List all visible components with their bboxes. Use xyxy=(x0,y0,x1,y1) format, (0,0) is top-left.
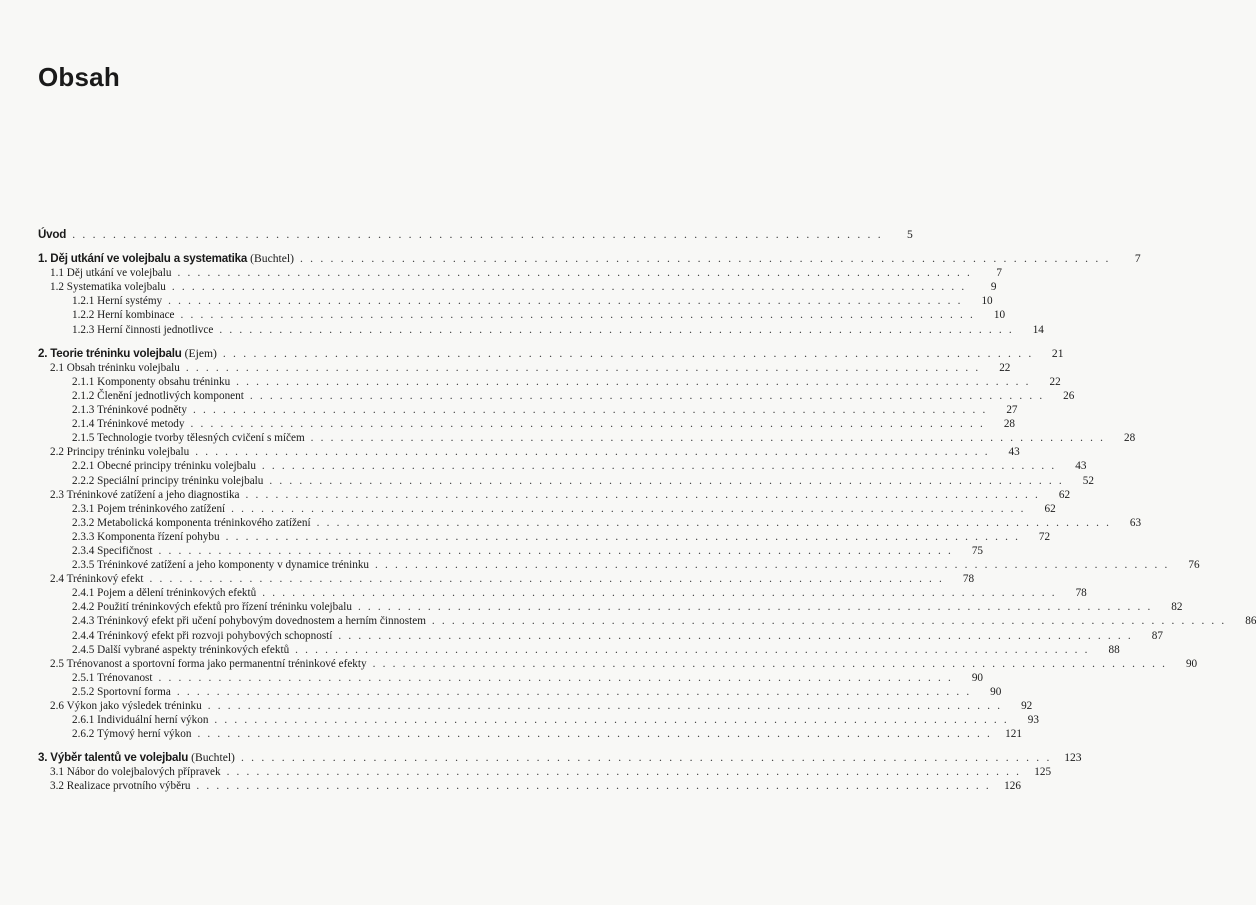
toc-entry[interactable] xyxy=(38,699,1033,713)
dot-leader: . . . . . . . . . . . . . . . . . . . . . . . . . . . . . . . . . . . . . . . . . . . . . . . . . . . . . . . . . . . . . . . . . . . . . . . . . . . . . . . . xyxy=(357,601,1153,614)
dot-leader: . . . . . . . . . . . . . . . . . . . . . . . . . . . . . . . . . . . . . . . . . . . . . . . . . . . . . . . . . . . . . . . . . . . . . . . . . . . . . . . . xyxy=(269,474,1064,487)
dot-leader: . . . . . . . . . . . . . . . . . . . . . . . . . . . . . . . . . . . . . . . . . . . . . . . . . . . . . . . . . . . . . . . . . . . . . . . . . . . . . . . . xyxy=(299,252,1111,266)
toc-entry[interactable] xyxy=(38,614,1256,628)
toc-page-number: 43 xyxy=(1008,446,1020,459)
toc-page-number: 9 xyxy=(990,281,997,294)
toc-page-number: 72 xyxy=(1038,530,1051,543)
toc-entry-title: 2.1.2 Členění jednotlivých komponent xyxy=(72,389,244,402)
dot-leader: . . . . . . . . . . . . . . . . . . . . . . . . . . . . . . . . . . . . . . . . . . . . . . . . . . . . . . . . . . . . . . . . . . . . . . . . . . . . . . . . xyxy=(149,573,945,586)
toc-entry[interactable] xyxy=(38,361,1011,375)
toc-entry-title: 1.2 Systematika volejbalu xyxy=(50,281,166,294)
dot-leader: . . . . . . . . . . . . . . . . . . . . . . . . . . . . . . . . . . . . . . . . . . . . . . . . . . . . . . . . . . . . . . . . . . . . . . . . . . . . . . . . xyxy=(431,615,1227,628)
toc-chapter-entry[interactable] xyxy=(38,346,1064,361)
toc-entry[interactable] xyxy=(38,727,1022,741)
dot-leader: . . . . . . . . . . . . . . . . . . . . . . . . . . . . . . . . . . . . . . . . . . . . . . . . . . . . . . . . . . . . . . . . . . . . . . . . . . . . . . . . xyxy=(240,751,1052,765)
dot-leader: . . . . . . . . . . . . . . . . . . . . . . . . . . . . . . . . . . . . . . . . . . . . . . . . . . . . . . . . . . . . . . . . . . . . . . . . . . . . . . . . xyxy=(375,559,1170,572)
toc-entry[interactable] xyxy=(38,671,984,685)
dot-leader: . . . . . . . . . . . . . . . . . . . . . . . . . . . . . . . . . . . . . . . . . . . . . . . . . . . . . . . . . . . . . . . . . . . . . . . . . . . . . . . . xyxy=(192,404,988,417)
toc-entry[interactable] xyxy=(38,389,1075,403)
toc-page-number: 7 xyxy=(1134,252,1141,266)
toc-page-number: 126 xyxy=(1004,780,1021,793)
toc-chapter-entry[interactable] xyxy=(38,252,1141,266)
table-of-contents xyxy=(38,228,1256,794)
toc-page-number: 21 xyxy=(1051,346,1064,360)
toc-entry-title: 2.1.1 Komponenty obsahu tréninku xyxy=(72,375,231,388)
dot-leader: . . . . . . . . . . . . . . . . . . . . . . . . . . . . . . . . . . . . . . . . . . . . . . . . . . . . . . . . . . . . . . . . . . . . . . . . . . . . . . . . xyxy=(316,516,1112,529)
toc-entry-title: 2.1.4 Tréninkové metody xyxy=(72,418,185,431)
toc-entry[interactable] xyxy=(38,459,1087,473)
dot-leader: . . . . . . . . . . . . . . . . . . . . . . . . . . . . . . . . . . . . . . . . . . . . . . . . . . . . . . . . . . . . . . . . . . . . . . . . . . . . . . . . xyxy=(219,323,1014,336)
toc-page-number: 86 xyxy=(1245,615,1256,628)
toc-entry[interactable] xyxy=(38,308,1006,322)
toc-entry-title: 2.3.3 Komponenta řízení pohybu xyxy=(72,530,220,543)
toc-page-number: 76 xyxy=(1188,559,1200,572)
toc-entry-title: 2.3.5 Tréninkové zatížení a jeho komponenty v dynamice tréninku xyxy=(72,559,370,572)
toc-entry-author: (Buchtel) xyxy=(191,751,235,765)
toc-entry-title: 1.2.2 Herní kombinace xyxy=(72,309,175,322)
toc-entry-title: 3.2 Realizace prvotního výběru xyxy=(50,780,191,793)
dot-leader: . . . . . . . . . . . . . . . . . . . . . . . . . . . . . . . . . . . . . . . . . . . . . . . . . . . . . . . . . . . . . . . . . . . . . . . . . . . . . . . . xyxy=(226,766,1022,779)
dot-leader: . . . . . . . . . . . . . . . . . . . . . . . . . . . . . . . . . . . . . . . . . . . . . . . . . . . . . . . . . . . . . . . . . . . . . . . . . . . . . . . . xyxy=(180,309,976,322)
toc-entry-title: 3.1 Nábor do volejbalových přípravek xyxy=(50,766,221,779)
toc-page-number: 5 xyxy=(907,228,913,241)
toc-entry-title: 2.2 Principy tréninku volejbalu xyxy=(50,446,190,459)
dot-leader: . . . . . . . . . . . . . . . . . . . . . . . . . . . . . . . . . . . . . . . . . . . . . . . . . . . . . . . . . . . . . . . . . . . . . . . . . . . . . . . . xyxy=(236,375,1031,388)
toc-page-number: 26 xyxy=(1063,389,1075,402)
toc-page-number: 10 xyxy=(981,295,993,308)
toc-entry-title: 1.2.3 Herní činnosti jednotlivce xyxy=(72,323,214,336)
toc-page-number: 43 xyxy=(1075,460,1087,473)
toc-page-number: 82 xyxy=(1171,601,1183,614)
dot-leader: . . . . . . . . . . . . . . . . . . . . . . . . . . . . . . . . . . . . . . . . . . . . . . . . . . . . . . . . . . . . . . . . . . . . . . . . . . . . . . . . xyxy=(190,418,986,431)
toc-entry-title: 2.4 Tréninkový efekt xyxy=(50,573,144,586)
toc-page-number: 78 xyxy=(962,573,975,586)
toc-page-number: 75 xyxy=(971,544,983,557)
dot-leader: . . . . . . . . . . . . . . . . . . . . . . . . . . . . . . . . . . . . . . . . . . . . . . . . . . . . . . . . . . . . . . . . . . . . . . . . . . . . . . . . xyxy=(310,432,1106,445)
toc-entry[interactable] xyxy=(38,516,1142,530)
toc-page-number: 63 xyxy=(1129,516,1142,529)
toc-entry-title: 1. Děj utkání ve volejbalu a systematika xyxy=(38,252,248,266)
toc-entry[interactable] xyxy=(38,474,1094,488)
toc-entry[interactable] xyxy=(38,765,1052,779)
dot-leader: . . . . . . . . . . . . . . . . . . . . . . . . . . . . . . . . . . . . . . . . . . . . . . . . . . . . . . . . . . . . . . . . . . . . . . . . . . . . . . . . xyxy=(225,530,1021,543)
toc-page-number: 90 xyxy=(990,685,1002,698)
toc-entry-title: 2.4.5 Další vybrané aspekty tréninkových efektů xyxy=(72,643,290,656)
toc-entry[interactable] xyxy=(38,294,993,308)
toc-entry-title: 2. Teorie tréninku volejbalu xyxy=(38,346,182,360)
toc-entry-title: 2.1.3 Tréninkové podněty xyxy=(72,404,187,417)
toc-entry-title: Úvod xyxy=(38,228,67,241)
toc-page-number: 125 xyxy=(1034,766,1052,779)
toc-page-number: 88 xyxy=(1108,643,1120,656)
dot-leader: . . . . . . . . . . . . . . . . . . . . . . . . . . . . . . . . . . . . . . . . . . . . . . . . . . . . . . . . . . . . . . . . . . . . . . . . . . . . . . . . xyxy=(171,281,967,294)
toc-chapter-entry[interactable] xyxy=(38,751,1082,765)
toc-entry[interactable] xyxy=(38,403,1018,417)
dot-leader: . . . . . . . . . . . . . . . . . . . . . . . . . . . . . . . . . . . . . . . . . . . . . . . . . . . . . . . . . . . . . . . . . . . . . . . . . . . . . . . . xyxy=(176,685,972,698)
dot-leader: . . . . . . . . . . . . . . . . . . . . . . . . . . . . . . . . . . . . . . . . . . . . . . . . . . . . . . . . . . . . . . . . . . . . . . . . . . . . . . . . xyxy=(231,502,1026,515)
toc-page-number: 7 xyxy=(996,267,1002,280)
dot-leader: . . . . . . . . . . . . . . . . . . . . . . . . . . . . . . . . . . . . . . . . . . . . . . . . . . . . . . . . . . . . . . . . . . . . . . . . . . . . . . . . xyxy=(261,460,1057,473)
dot-leader: . . . . . . . . . . . . . . . . . . . . . . . . . . . . . . . . . . . . . . . . . . . . . . . . . . . . . . . . . . . . . . . . . . . . . . . . . . . . . . . . xyxy=(196,780,991,793)
dot-leader: . . . . . . . . . . . . . . . . . . . . . . . . . . . . . . . . . . . . . . . . . . . . . . . . . . . . . . . . . . . . . . . . . . . . . . . . . . . . . . . . xyxy=(195,446,990,459)
toc-page-number: 27 xyxy=(1006,404,1018,417)
toc-page-number: 28 xyxy=(1123,432,1136,445)
toc-entry[interactable] xyxy=(38,600,1183,614)
toc-entry-title: 2.3 Tréninkové zatížení a jeho diagnostika xyxy=(50,488,240,501)
toc-page-number: 92 xyxy=(1021,700,1033,712)
toc-entry[interactable] xyxy=(38,417,1016,431)
toc-entry[interactable] xyxy=(38,629,1163,643)
toc-entry-title: 2.2.1 Obecné principy tréninku volejbalu xyxy=(72,460,256,473)
toc-page-number: 78 xyxy=(1075,587,1087,600)
toc-page-number: 62 xyxy=(1058,488,1071,501)
toc-entry[interactable] xyxy=(38,530,1051,544)
toc-entry-title: 2.5.2 Sportovní forma xyxy=(72,685,171,698)
toc-page-number: 123 xyxy=(1064,751,1082,765)
toc-entry[interactable] xyxy=(38,431,1136,445)
toc-page-number: 93 xyxy=(1027,714,1039,727)
toc-entry-title: 2.3.1 Pojem tréninkového zatížení xyxy=(72,502,226,515)
dot-leader: . . . . . . . . . . . . . . . . . . . . . . . . . . . . . . . . . . . . . . . . . . . . . . . . . . . . . . . . . . . . . . . . . . . . . . . . . . . . . . . . xyxy=(249,389,1045,402)
toc-entry-title: 2.6.2 Týmový herní výkon xyxy=(72,728,192,741)
toc-entry-author: (Ejem) xyxy=(184,346,217,360)
toc-page-number: 87 xyxy=(1151,629,1163,642)
dot-leader: . . . . . . . . . . . . . . . . . . . . . . . . . . . . . . . . . . . . . . . . . . . . . . . . . . . . . . . . . . . . . . . . . . . . . . . . . . . . . . . . xyxy=(168,295,963,308)
dot-leader: . . . . . . . . . . . . . . . . . . . . . . . . . . . . . . . . . . . . . . . . . . . . . . . . . . . . . . . . . . . . . . . . . . . . . . . . . . . . . . . . xyxy=(177,267,972,280)
toc-entry[interactable] xyxy=(38,572,975,586)
dot-leader: . . . . . . . . . . . . . . . . . . . . . . . . . . . . . . . . . . . . . . . . . . . . . . . . . . . . . . . . . . . . . . . . . . . . . . . . . . . . . . . . xyxy=(262,587,1057,600)
page-title: Obsah xyxy=(38,62,120,92)
toc-entry-title: 2.6.1 Individuální herní výkon xyxy=(72,714,209,727)
toc-page-number: 22 xyxy=(999,361,1011,374)
toc-entry-author: (Buchtel) xyxy=(250,252,294,266)
toc-entry[interactable] xyxy=(38,586,1087,600)
toc-entry[interactable] xyxy=(38,280,997,294)
dot-leader: . . . . . . . . . . . . . . . . . . . . . . . . . . . . . . . . . . . . . . . . . . . . . . . . . . . . . . . . . . . . . . . . . . . . . . . . . . . . . . . . xyxy=(158,544,953,557)
toc-entry[interactable] xyxy=(38,657,1198,671)
toc-page-number: 10 xyxy=(993,309,1006,322)
toc-entry[interactable] xyxy=(38,488,1071,502)
dot-leader: . . . . . . . . . . . . . . . . . . . . . . . . . . . . . . . . . . . . . . . . . . . . . . . . . . . . . . . . . . . . . . . . . . . . . . . . . . . . . . . . xyxy=(222,346,1034,360)
toc-page-number: 121 xyxy=(1005,728,1022,741)
toc-entry-title: 2.4.4 Tréninkový efekt při rozvoji pohybových schopností xyxy=(72,629,333,642)
toc-entry-title: 2.1.5 Technologie tvorby tělesných cvičení s míčem xyxy=(72,432,305,445)
toc-page-number: 90 xyxy=(1185,657,1198,670)
dot-leader: . . . . . . . . . . . . . . . . . . . . . . . . . . . . . . . . . . . . . . . . . . . . . . . . . . . . . . . . . . . . . . . . . . . . . . . . . . . . . . . . xyxy=(372,657,1168,670)
dot-leader: . . . . . . . . . . . . . . . . . . . . . . . . . . . . . . . . . . . . . . . . . . . . . . . . . . . . . . . . . . . . . . . . . . . . . . . . . . . . . . . . xyxy=(197,728,992,741)
toc-page-number: 28 xyxy=(1003,418,1016,431)
toc-entry-title: 2.4.3 Tréninkový efekt při učení pohybovým dovednostem a herním činnostem xyxy=(72,615,426,628)
toc-entry-title: 2.1 Obsah tréninku volejbalu xyxy=(50,361,180,374)
toc-page-number: 22 xyxy=(1049,375,1061,388)
dot-leader: . . . . . . . . . . . . . . . . . . . . . . . . . . . . . . . . . . . . . . . . . . . . . . . . . . . . . . . . . . . . . . . . . . . . . . . . . . . . . . . . xyxy=(214,714,1009,727)
toc-entry[interactable] xyxy=(38,779,1021,793)
toc-entry-title: 2.5 Trénovanost a sportovní forma jako permanentní tréninkové efekty xyxy=(50,657,367,670)
dot-leader: . . . . . . . . . . . . . . . . . . . . . . . . . . . . . . . . . . . . . . . . . . . . . . . . . . . . . . . . . . . . . . . . . . . . . . . . . . . . . . . . xyxy=(72,228,883,241)
toc-entry[interactable] xyxy=(38,544,983,558)
toc-entry-title: 2.4.1 Pojem a dělení tréninkových efektů xyxy=(72,587,257,600)
toc-entry-title: 2.5.1 Trénovanost xyxy=(72,671,153,684)
toc-entry[interactable] xyxy=(38,445,1020,459)
toc-page-number: 62 xyxy=(1044,502,1056,515)
dot-leader: . . . . . . . . . . . . . . . . . . . . . . . . . . . . . . . . . . . . . . . . . . . . . . . . . . . . . . . . . . . . . . . . . . . . . . . . . . . . . . . . xyxy=(158,671,954,684)
toc-entry-title: 2.6 Výkon jako výsledek tréninku xyxy=(50,700,202,712)
toc-entry-title: 2.3.2 Metabolická komponenta tréninkového zatížení xyxy=(72,516,311,529)
toc-entry-title: 2.2.2 Speciální principy tréninku volejbalu xyxy=(72,474,264,487)
toc-entry-title: 2.4.2 Použití tréninkových efektů pro řízení tréninku volejbalu xyxy=(72,601,352,614)
toc-entry[interactable] xyxy=(38,266,1002,280)
dot-leader: . . . . . . . . . . . . . . . . . . . . . . . . . . . . . . . . . . . . . . . . . . . . . . . . . . . . . . . . . . . . . . . . . . . . . . . . . . . . . . . . xyxy=(185,361,981,374)
dot-leader: . . . . . . . . . . . . . . . . . . . . . . . . . . . . . . . . . . . . . . . . . . . . . . . . . . . . . . . . . . . . . . . . . . . . . . . . . . . . . . . . xyxy=(295,643,1090,656)
dot-leader: . . . . . . . . . . . . . . . . . . . . . . . . . . . . . . . . . . . . . . . . . . . . . . . . . . . . . . . . . . . . . . . . . . . . . . . . . . . . . . . . xyxy=(245,488,1041,501)
toc-page-number: 52 xyxy=(1082,474,1094,487)
toc-entry[interactable] xyxy=(38,558,1200,572)
dot-leader: . . . . . . . . . . . . . . . . . . . . . . . . . . . . . . . . . . . . . . . . . . . . . . . . . . . . . . . . . . . . . . . . . . . . . . . . . . . . . . . . xyxy=(207,700,1003,712)
toc-entry[interactable] xyxy=(38,323,1044,337)
toc-entry[interactable] xyxy=(38,713,1039,727)
toc-entry-title: 1.2.1 Herní systémy xyxy=(72,295,163,308)
toc-entry-title: 2.3.4 Specifičnost xyxy=(72,544,153,557)
dot-leader: . . . . . . . . . . . . . . . . . . . . . . . . . . . . . . . . . . . . . . . . . . . . . . . . . . . . . . . . . . . . . . . . . . . . . . . . . . . . . . . . xyxy=(338,629,1133,642)
toc-entry[interactable] xyxy=(38,502,1056,516)
toc-entry[interactable] xyxy=(38,375,1061,389)
toc-page-number: 14 xyxy=(1032,323,1044,336)
toc-page-number: 90 xyxy=(971,671,984,684)
toc-entry[interactable] xyxy=(38,643,1120,657)
toc-entry[interactable] xyxy=(38,685,1002,699)
toc-entry-title: 3. Výběr talentů ve volejbalu xyxy=(38,751,189,765)
toc-chapter-entry[interactable] xyxy=(38,228,913,242)
toc-entry-title: 1.1 Děj utkání ve volejbalu xyxy=(50,267,172,280)
